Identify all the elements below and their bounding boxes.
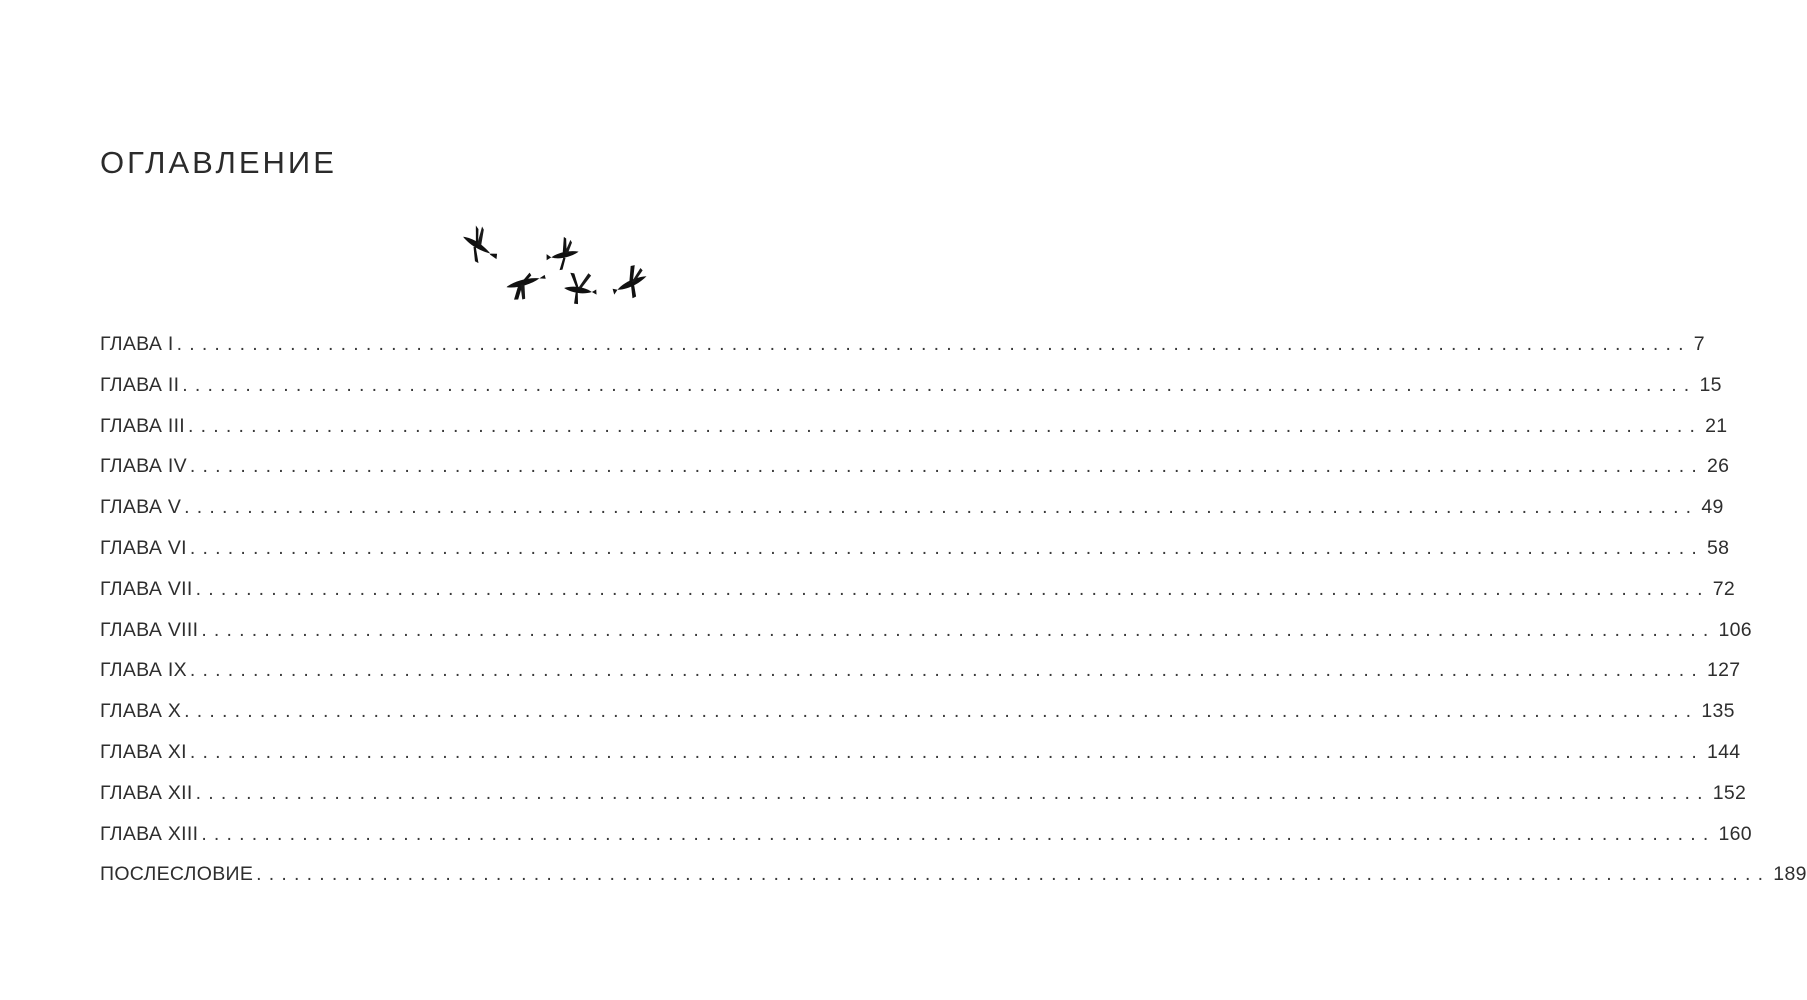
dot-leader: ........................................................................................................................	[189, 455, 1705, 478]
toc-entry-label: ГЛАВА X	[100, 700, 182, 723]
bird-icon	[543, 235, 581, 272]
toc-entry	[100, 700, 1735, 741]
toc-entry-label: ГЛАВА XIII	[100, 822, 199, 845]
toc-entry-label: ГЛАВА VIII	[100, 618, 199, 641]
toc-entry	[100, 781, 1747, 823]
dot-leader: ........................................................................................................................	[201, 618, 1716, 641]
toc-entry-label: ГЛАВА VII	[100, 577, 193, 600]
toc-entry-label: ГЛАВА II	[100, 373, 180, 396]
toc-entry-label: ГЛАВА VI	[100, 536, 187, 559]
toc-entry-page-number: 144	[1707, 740, 1741, 763]
toc-entry-label: ГЛАВА V	[100, 496, 182, 519]
dot-leader: ........................................................................................................................	[188, 414, 1703, 437]
toc-entry	[100, 659, 1741, 700]
toc-entry	[100, 496, 1724, 537]
toc-entry-page-number: 58	[1707, 536, 1730, 559]
toc-entry-page-number: 26	[1707, 455, 1730, 478]
toc-entry	[100, 455, 1730, 496]
toc-entry-page-number: 106	[1718, 618, 1752, 641]
toc-entry-label: ПОСЛЕСЛОВИЕ	[100, 863, 254, 886]
toc-entry-page-number: 189	[1773, 863, 1807, 886]
dot-leader: ........................................................................................................................	[184, 700, 1699, 723]
toc-entry-page-number: 135	[1701, 700, 1735, 723]
toc-entry-page-number: 127	[1707, 659, 1741, 682]
toc-entry	[100, 740, 1741, 782]
bird-icon	[562, 270, 599, 306]
dot-leader: ........................................................................................................................	[189, 536, 1705, 559]
dot-leader: ........................................................................................................................	[184, 496, 1699, 519]
toc-entry-label: ГЛАВА I	[100, 333, 174, 355]
dot-leader: ........................................................................................................................	[182, 373, 1697, 396]
toc-entry-page-number: 160	[1718, 822, 1752, 845]
toc-entry-page-number: 49	[1701, 496, 1724, 519]
toc-entry	[100, 618, 1752, 660]
toc-entry	[100, 333, 1705, 374]
toc-entry-page-number: 152	[1712, 781, 1747, 804]
toc-entry-label: ГЛАВА III	[100, 414, 186, 437]
bird-icon	[606, 262, 652, 305]
dot-leader: ........................................................................................................................	[256, 863, 1771, 886]
toc-entry	[100, 822, 1752, 864]
page-title: ОГЛАВЛЕНИЕ	[100, 145, 337, 180]
dot-leader: ........................................................................................................................	[189, 740, 1705, 763]
toc-entry	[100, 373, 1722, 415]
bird-icon	[456, 221, 507, 270]
toc-entry	[100, 414, 1728, 456]
dot-leader: ........................................................................................................................	[189, 659, 1705, 682]
toc-entry-page-number: 72	[1712, 577, 1736, 600]
bird-icon	[504, 269, 549, 303]
toc-entry-label: ГЛАВА XI	[100, 740, 187, 763]
toc-entry-label: ГЛАВА IX	[100, 659, 187, 682]
dot-leader: ........................................................................................................................	[195, 577, 1710, 600]
dot-leader: ........................................................................................................................	[201, 822, 1716, 845]
toc-entry-page-number: 21	[1705, 414, 1728, 437]
dot-leader: ........................................................................................................................	[195, 781, 1710, 804]
toc-entry-label: ГЛАВА IV	[100, 455, 187, 478]
birds-illustration	[450, 225, 660, 310]
toc-entry	[100, 536, 1730, 578]
toc-entry	[100, 577, 1736, 619]
toc-entry-label: ГЛАВА XII	[100, 781, 193, 804]
dot-leader: ........................................................................................................................	[176, 333, 1691, 355]
toc-entry-page-number: 7	[1693, 333, 1705, 355]
toc-entry	[100, 863, 1807, 904]
toc-entry-page-number: 15	[1699, 373, 1722, 396]
table-of-contents	[100, 333, 1807, 904]
